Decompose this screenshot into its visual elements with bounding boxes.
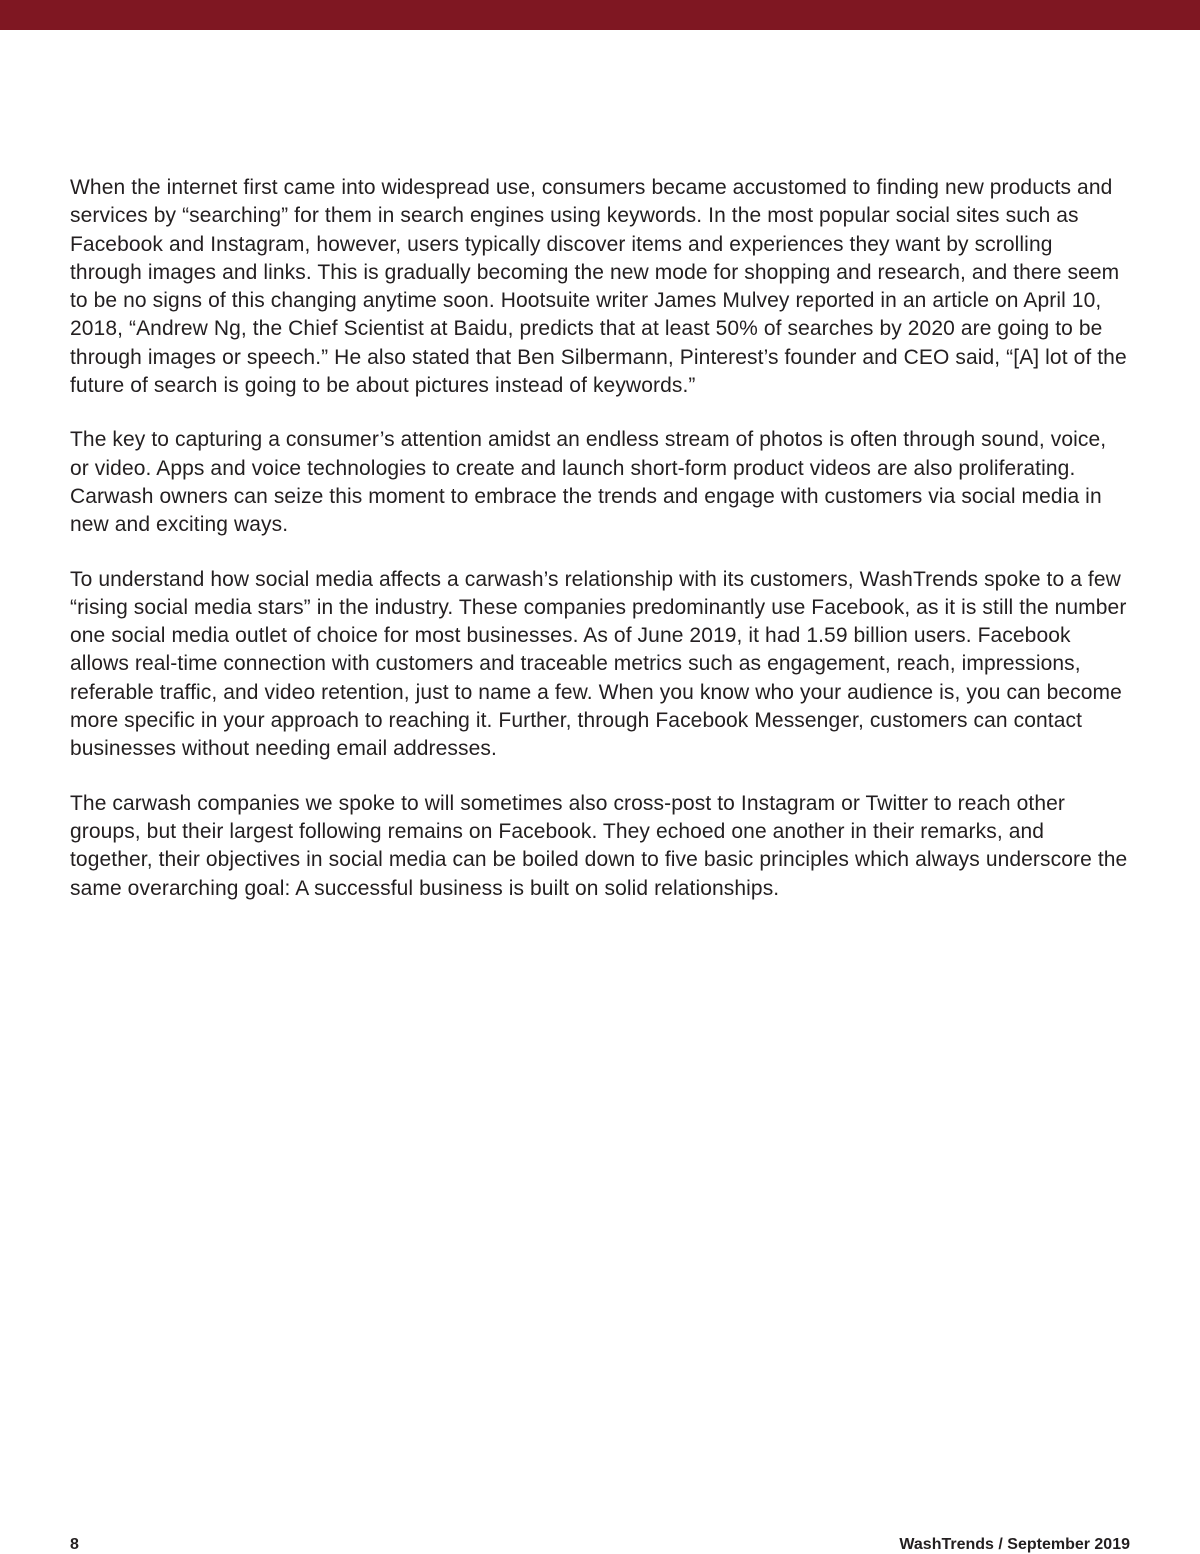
article-paragraph-1: When the internet first came into widespread use, consumers became accustomed to finding new products and services by “searching” for them in search engines using keywords. In the most popular social sites such as Facebook and Instagram, however, users typically discover items and experiences they want by scrolling through images and links. This is gradually becoming the new mode for shopping and research, and there seem to be no signs of this changing anytime soon. Hootsuite writer James Mulvey reported in an article on April 10, 2018, “Andrew Ng, the Chief Scientist at Baidu, predicts that at least 50% of searches by 2020 are going to be through images or speech.” He also stated that Ben Silbermann, Pinterest’s founder and CEO said, “[A] lot of the future of search is going to be about pictures instead of keywords.”	[70, 176, 1127, 398]
article-body	[70, 174, 1130, 929]
article-paragraph-3: To understand how social media affects a carwash’s relationship with its customers, WashTrends spoke to a few “rising social media stars” in the industry. These companies predominantly use Facebook, as it is still the number one social media outlet of choice for most businesses. As of June 2019, it had 1.59 billion users. Facebook allows real-time connection with customers and traceable metrics such as engagement, reach, impressions, referable traffic, and video retention, just to name a few. When you know who your audience is, you can become more specific in your approach to reaching it. Further, through Facebook Messenger, customers can contact businesses without needing email addresses.	[70, 567, 1127, 761]
page-number: 8	[70, 1536, 79, 1553]
article-paragraph-2: The key to capturing a consumer’s attention amidst an endless stream of photos is often through sound, voice, or video. Apps and voice technologies to create and launch short-form product videos are also proliferating. Carwash owners can seize this moment to embrace the trends and engage with customers via social media in new and exciting ways.	[70, 428, 1107, 537]
header-bar	[0, 0, 1200, 30]
article-paragraph-4: The carwash companies we spoke to will sometimes also cross-post to Instagram or Twitter to reach other groups, but their largest following remains on Facebook. They echoed one another in their remarks, and together, their objectives in social media can be boiled down to five basic principles which always underscore the same overarching goal: A successful business is built on solid relationships.	[70, 791, 1128, 900]
publication-info: WashTrends / September 2019	[899, 1536, 1130, 1553]
